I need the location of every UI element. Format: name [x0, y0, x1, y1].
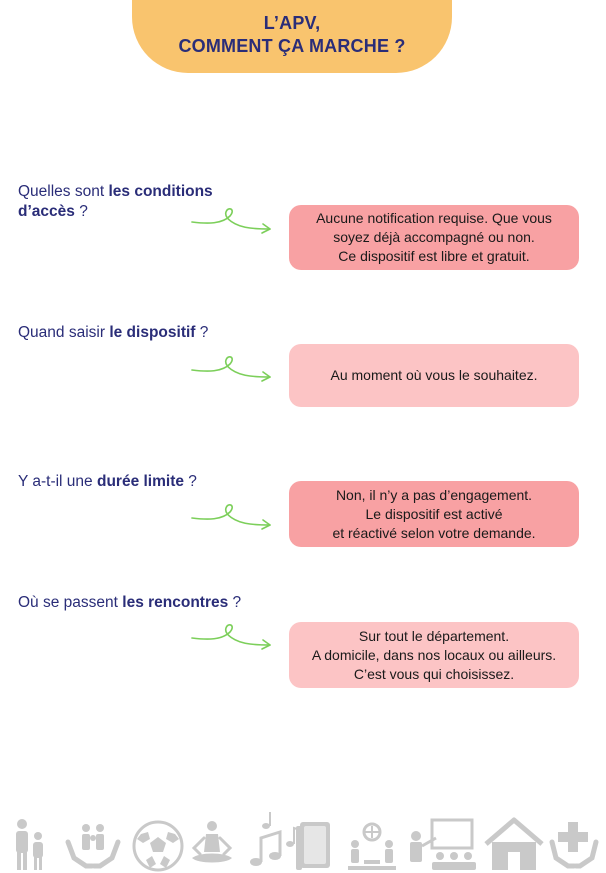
- page-title: [132, 12, 452, 58]
- footer-icons-strip: [0, 812, 606, 873]
- classroom-icon: [410, 820, 476, 870]
- question-text: Où se passent: [18, 594, 123, 611]
- answer-duree: [289, 481, 579, 547]
- question-text: Quand saisir: [18, 324, 110, 341]
- book-icon: [296, 822, 330, 870]
- question-mark: ?: [183, 473, 197, 490]
- question-duree: [18, 472, 258, 492]
- curly-arrow-icon: [190, 352, 274, 384]
- question-mark: ?: [74, 203, 88, 220]
- answer-line: A domicile, dans nos locaux ou ailleurs.: [311, 646, 557, 663]
- answer-line: et réactivé selon votre demande.: [332, 524, 536, 541]
- hands-family-icon: [68, 824, 118, 866]
- answer-conditions: [289, 205, 579, 270]
- answer-rencontres: [289, 622, 579, 688]
- hands-health-icon: [552, 822, 596, 866]
- family-icon: [16, 819, 43, 870]
- music-notes-icon: [250, 812, 300, 866]
- question-rencontres: [18, 593, 258, 613]
- question-mark: ?: [195, 324, 209, 341]
- page-title-line-1: L’APV,: [263, 13, 321, 33]
- question-dispositif: [18, 323, 258, 343]
- curly-arrow-icon: [190, 620, 274, 652]
- answer-line: Aucune notification requise. Que vous: [316, 210, 552, 226]
- answer-line: Ce dispositif est libre et gratuit.: [338, 248, 530, 264]
- answer-dispositif: [289, 344, 579, 407]
- answer-line: soyez déjà accompagné ou non.: [333, 229, 535, 245]
- answer-line: Non, il n’y a pas d’engagement.: [335, 486, 533, 503]
- football-icon: [134, 822, 182, 870]
- curly-arrow-icon: [190, 500, 274, 532]
- answer-line: Au moment où vous le souhaitez.: [330, 367, 538, 383]
- page-title-line-2: COMMENT ÇA MARCHE ?: [178, 36, 406, 56]
- question-text: Quelles sont: [18, 183, 109, 200]
- house-icon: [486, 820, 542, 870]
- meditation-icon: [192, 821, 232, 863]
- answer-line: Sur tout le département.: [358, 627, 510, 644]
- answer-line: C’est vous qui choisissez.: [353, 665, 515, 682]
- answer-line: Le dispositif est activé: [365, 505, 503, 522]
- justice-icon: [348, 824, 396, 870]
- question-emphasis: durée limite: [96, 473, 184, 490]
- question-mark: ?: [228, 594, 242, 611]
- question-emphasis: les rencontres: [122, 594, 229, 611]
- curly-arrow-icon: [190, 204, 274, 236]
- question-text: Y a-t-il une: [18, 473, 97, 490]
- question-emphasis: les conditions d’accès: [18, 183, 213, 220]
- question-emphasis: le dispositif: [109, 324, 196, 341]
